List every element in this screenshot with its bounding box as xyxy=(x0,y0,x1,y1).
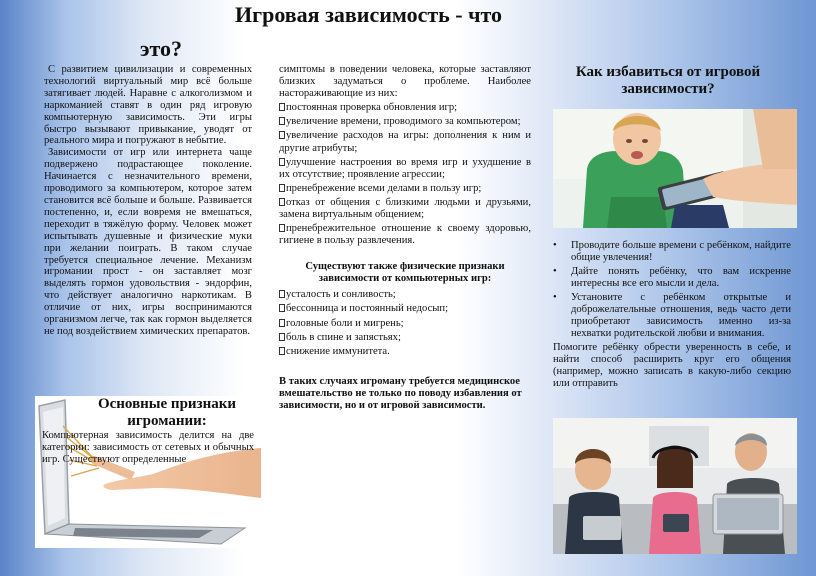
physical-item: боль в спине и запястьях; xyxy=(279,332,531,344)
tips-list xyxy=(553,240,791,340)
checkbox-glyph-icon xyxy=(279,290,285,298)
symptom-item: пренебрежение всеми делами в пользу игр; xyxy=(279,183,531,195)
tip-item: • Проводите больше времени с ребёнком, найдите общие увлечения! xyxy=(553,240,791,264)
physical-signs-heading: Существуют также физические признаки зависимости от компьютерных игр: xyxy=(305,261,505,285)
intro-column xyxy=(44,64,252,338)
conclusion-text: В таких случаях игроману требуется медицинское вмешательство не только по поводу избавления от зависимости, но и от игровой зависимости. xyxy=(279,375,522,411)
symptoms-column xyxy=(279,64,531,412)
physical-item: усталость и сонливость; xyxy=(279,289,531,301)
physical-item: снижение иммунитета. xyxy=(279,346,531,358)
checkbox-glyph-icon xyxy=(279,224,285,232)
intro-paragraph-2: Зависимости от игр или интернета чаще подвержено подрастающее поколение. Начинается с незначительного времени, проводимого за компьютером, которое затем становится всё больше и больше. Развивается постепенно, и, если вовремя не вмешаться, переходит в тяжёлую форму. Человек может испытывать душевные и физические муки при желании поиграть. В таком случае требуется специальное лечение. Механизм игромании прост - он заставляет мозг выделять гормон удовольствия - эндорфин, что действует аналогично наркотикам. В отличие от них, игры воспринимаются организмом легче, так как гормон выделяется не под воздействием химических препаратов. xyxy=(44,147,252,337)
crying-boy-illustration xyxy=(553,109,797,228)
checkbox-glyph-icon xyxy=(279,198,285,206)
symptoms-intro: симптомы в поведении человека, которые заставляют близких задуматься о проблеме. Наиболее настораживающие из них: xyxy=(279,64,531,100)
family-couch-illustration xyxy=(553,418,797,554)
checkbox-glyph-icon xyxy=(279,158,285,166)
crying-boy-photo xyxy=(553,109,797,228)
symptom-item: улучшение настроения во время игр и ухудшение в их отсутствие; проявление агрессии; xyxy=(279,156,531,180)
signs-text: Компьютерная зависимость делится на две категории: зависимость от сетевых и обычных игр. Существуют определенные xyxy=(42,430,254,465)
symptom-item: увеличение времени, проводимого за компьютером; xyxy=(279,116,531,128)
checkbox-glyph-icon xyxy=(279,117,285,125)
family-couch-photo xyxy=(553,418,797,554)
physical-item: бессонница и постоянный недосып; xyxy=(279,303,531,315)
checkbox-glyph-icon xyxy=(279,184,285,192)
intro-paragraph-1: С развитием цивилизации и современных технологий виртуальный мир всё больше затягивает людей. Наравне с алкоголизмом и наркоманией ставят в один ряд игровую компьютерную зависимость. Эти игры быстро вызывают привыкание, уводят от реального мира и погружают в небытие. xyxy=(44,64,252,147)
checkbox-glyph-icon xyxy=(279,131,285,139)
remedy-column xyxy=(553,240,791,390)
checkbox-glyph-icon xyxy=(279,319,285,327)
symptom-item: увеличение расходов на игры: дополнения к ним и другие атрибуты; xyxy=(279,130,531,154)
symptom-item: отказ от общения с близкими людьми и друзьями, замена виртуальным общением; xyxy=(279,196,531,221)
symptom-item: постоянная проверка обновления игр; xyxy=(279,102,531,114)
checkbox-glyph-icon xyxy=(279,333,285,341)
page-title-line1: Игровая зависимость - что xyxy=(235,2,503,27)
page-title-line2: это? xyxy=(140,36,183,61)
symptom-item: пренебрежительное отношение к своему здоровью, гигиене в пользу развлечения. xyxy=(279,223,531,247)
tip-item: • Дайте понять ребёнку, что вам искренне интересны все его мысли и дела. xyxy=(553,266,791,290)
tip-item: • Установите с ребёнком открытые и доброжелательные отношения, ведь часто дети приобретают зависимость именно из-за нехватки родительской любви и внимания. xyxy=(553,292,791,340)
closing-text: Помогите ребёнку обрести уверенность в себе, и найти способ расширить круг его общения (например, можно записать в какую-либо секцию или отправить xyxy=(553,342,791,389)
remedy-heading: Как избавиться от игровой зависимости? xyxy=(575,64,761,97)
signs-heading: Основные признаки игромании: xyxy=(97,396,237,429)
checkbox-glyph-icon xyxy=(279,103,285,111)
checkbox-glyph-icon xyxy=(279,347,285,355)
physical-item: головные боли и мигрень; xyxy=(279,318,531,330)
checkbox-glyph-icon xyxy=(279,304,285,312)
